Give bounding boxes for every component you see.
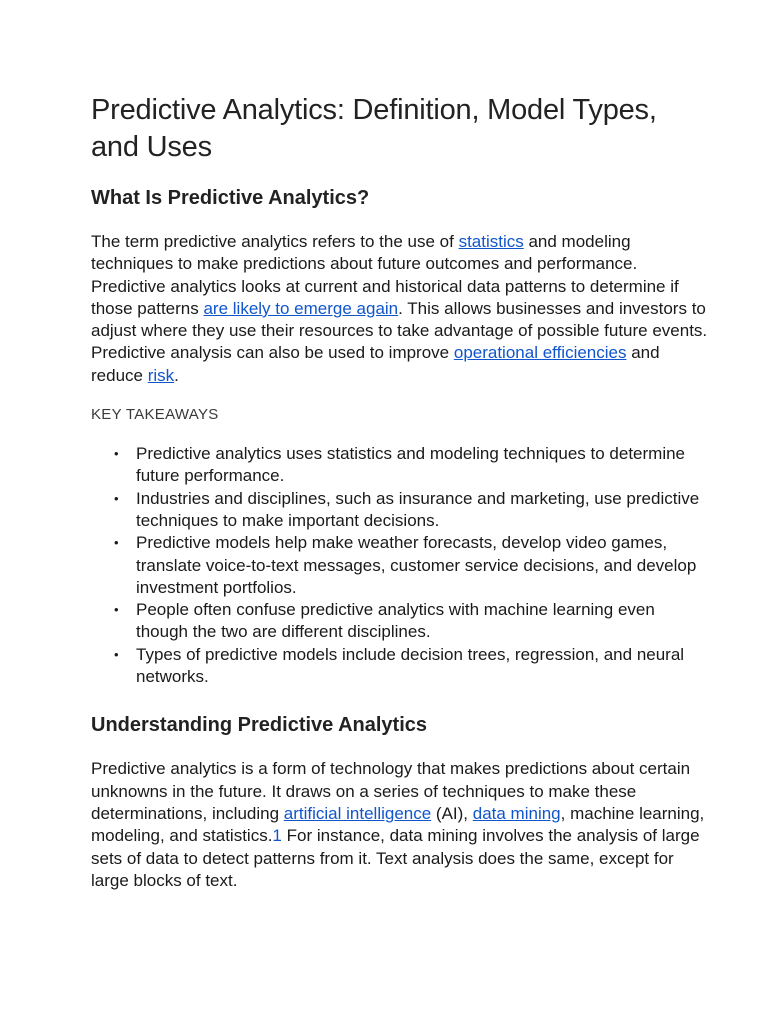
intro-text-4: and reduce bbox=[91, 343, 660, 385]
key-takeaways-label: KEY TAKEAWAYS bbox=[91, 406, 219, 424]
risk-link[interactable]: risk bbox=[147, 365, 175, 385]
key-takeaways-list bbox=[91, 443, 708, 688]
section-heading-what-is: What Is Predictive Analytics? bbox=[91, 187, 370, 209]
intro-paragraph bbox=[91, 231, 708, 387]
page-title: Predictive Analytics: Definition, Model Types, and Uses bbox=[91, 94, 657, 163]
takeaway-item: • Predictive models help make weather forecasts, develop video games, translate voice-to-text messages, customer service decisions, and develop investment portfolios. bbox=[136, 532, 708, 599]
understanding-text-3: , machine learning, modeling, and statistics. bbox=[91, 803, 705, 846]
artificial-intelligence-link[interactable]: artificial intelligence bbox=[283, 803, 432, 823]
operational-efficiencies-link[interactable]: operational efficiencies bbox=[453, 343, 627, 363]
takeaway-item: • People often confuse predictive analytics with machine learning even though the two are different disciplines. bbox=[136, 599, 708, 644]
statistics-link[interactable]: statistics bbox=[458, 232, 524, 251]
footnote-reference[interactable]: 1 bbox=[272, 826, 282, 846]
takeaway-item: • Predictive analytics uses statistics and modeling techniques to determine future performance. bbox=[136, 443, 708, 488]
understanding-paragraph bbox=[91, 758, 708, 892]
takeaway-item: • Types of predictive models include decision trees, regression, and neural networks. bbox=[136, 644, 708, 689]
understanding-text-1: Predictive analytics is a form of technology that makes predictions about certain unknowns in the future. It draws on a series of techniques to make these determinations, including bbox=[91, 759, 691, 823]
intro-text-5: . bbox=[174, 365, 179, 385]
takeaway-item: • Industries and disciplines, such as insurance and marketing, use predictive techniques to make important decisions. bbox=[136, 488, 708, 533]
section-heading-understanding: Understanding Predictive Analytics bbox=[91, 714, 428, 737]
emerge-again-link[interactable]: are likely to emerge again bbox=[203, 298, 399, 318]
intro-text-1: The term predictive analytics refers to the use of bbox=[91, 232, 459, 251]
understanding-text-2: (AI), bbox=[431, 803, 473, 823]
intro-text-2: and modeling techniques to make predictions about future outcomes and performance. Predictive analytics looks at current and historical data patterns to determine if those patterns bbox=[91, 232, 679, 318]
data-mining-link[interactable]: data mining bbox=[472, 803, 561, 823]
intro-text-3: . This allows businesses and investors to adjust where they use their resources to take advantage of possible future events. Predictive analysis can also be used to improve bbox=[91, 298, 708, 363]
understanding-text-4: For instance, data mining involves the analysis of large sets of data to detect patterns from it. Text analysis does the same, except for large blocks of text. bbox=[91, 826, 700, 890]
